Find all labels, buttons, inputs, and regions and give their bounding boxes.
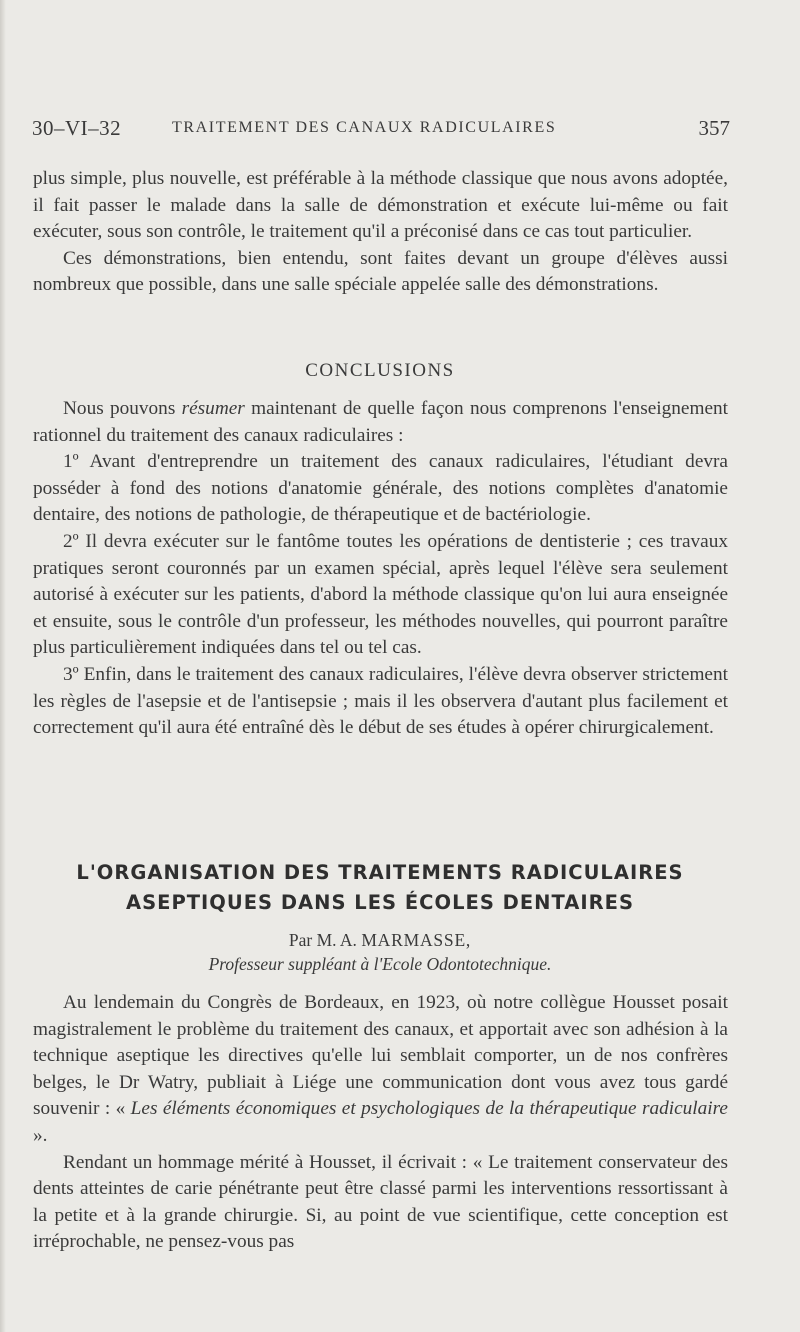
conclusion-point-1: 1º Avant d'entreprendre un traitement des canaux radiculaires, l'étudiant devra posséder à fond des notions d'anatomie générale, des notions complètes d'anatomie dentaire, des notions de pathologie, de thérapeutique et de bactériologie.	[33, 451, 728, 526]
conclusion-point-3: 3º Enfin, dans le traitement des canaux radiculaires, l'élève devra observer strictement les règles de l'asepsie et de l'antisepsie ; mais il les observera d'autant plus facilement et correctement qu'il aura été entraîné dès le début de ses études à opérer chirurgicalement.	[33, 663, 728, 739]
page-edge-shadow	[0, 0, 6, 1332]
conclusions-body	[33, 396, 728, 742]
opening-paragraphs	[33, 166, 728, 299]
paragraph: plus simple, plus nouvelle, est préférable à la méthode classique que nous avons adoptée, il fait passer le malade dans la salle de démonstration et exécute lui-même ou fait exécuter, sous son contrôle, le traitement qu'il a préconisé dans ce cas tout particulier.	[33, 168, 728, 243]
header-date: 30–VI–32	[32, 116, 122, 140]
italic-term: résumer	[181, 398, 245, 419]
section-heading-conclusions: CONCLUSIONS	[305, 360, 455, 381]
article-body	[33, 990, 728, 1256]
article-title-line: L'ORGANISATION DES TRAITEMENTS RADICULAIRES	[76, 861, 684, 884]
article-title-line: ASEPTIQUES DANS LES ÉCOLES DENTAIRES	[125, 891, 634, 914]
italic-title: Les éléments économiques et psychologiques de la thérapeutique radiculaire	[130, 1098, 728, 1120]
byline	[0, 928, 760, 976]
text-run: ».	[33, 1124, 48, 1146]
author-role: Professeur suppléant à l'Ecole Odontotechnique.	[208, 954, 552, 974]
conclusion-point-2: 2º Il devra exécuter sur le fantôme toutes les opérations de dentisterie ; ces travaux pratiques seront couronnés par un examen spécial, après lequel l'élève sera seulement autorisé à exécuter sur les patients, d'abord la méthode classique qu'on lui aura enseignée et ensuite, sous le contrôle d'un professeur, les méthodes nouvelles, qui pourront paraître plus particulièrement indiquées dans tel ou tel cas.	[33, 530, 728, 659]
text-run: maintenant de quelle façon nous comprenons l'enseignement rationnel du traitement des canaux radiculaires :	[33, 398, 729, 446]
paragraph: Ces démonstrations, bien entendu, sont faites devant un groupe d'élèves aussi nombreux que possible, dans une salle spéciale appelée salle des démonstrations.	[33, 247, 728, 296]
running-header	[32, 116, 730, 146]
paragraph: Rendant un hommage mérité à Housset, il écrivait : « Le traitement conservateur des dents atteintes de carie pénétrante peut être classé parmi les interventions ressortissant à la petite et à la grande chirurgie. Si, au point de vue scientifique, cette conception est irréprochable, ne pensez-vous pas	[33, 1151, 728, 1253]
header-running-title: TRAITEMENT DES CANAUX RADICULAIRES	[172, 119, 557, 136]
byline-prefix: Par M. A.	[288, 930, 362, 950]
article-title	[40, 858, 720, 918]
text-run: Nous pouvons	[63, 398, 182, 419]
paragraph	[33, 990, 728, 1150]
author-name: MARMASSE,	[361, 930, 472, 950]
paragraph	[33, 396, 728, 449]
text-run: Au lendemain du Congrès de Bordeaux, en 1923, où notre collègue Housset posait magistralement le problème du traitement des canaux, et apportait avec son adhésion à la technique aseptique les directives qu'elle lui semblait comporter, un de nos confrères belges, le Dr Watry, publiait à Liége une communication dont vous avez tous gardé souvenir : «	[33, 992, 728, 1120]
page-number: 357	[698, 116, 730, 140]
